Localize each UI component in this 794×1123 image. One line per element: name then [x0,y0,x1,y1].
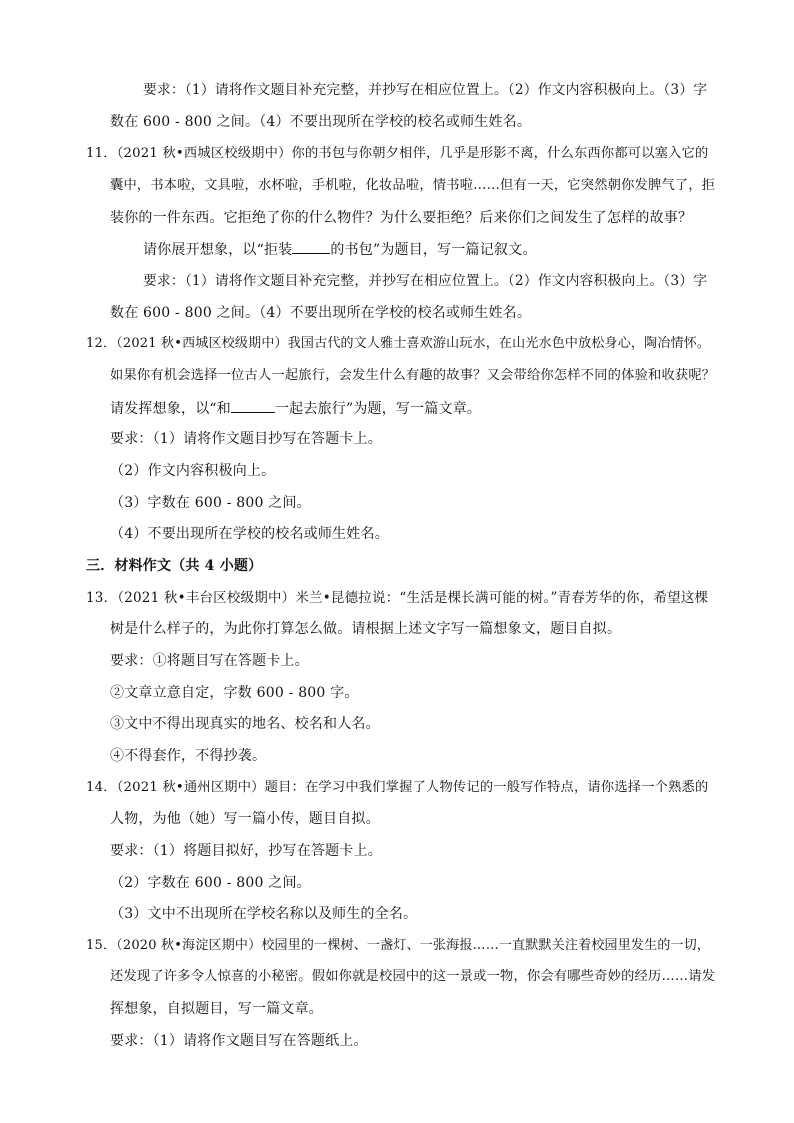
q14-text-line-1: 14．（2021 秋•通州区期中）题目：在学习中我们掌握了人物传记的一般写作特点，请你选择一个熟悉的 [86,780,709,795]
q15-requirement-1: 要求：（1）请将作文题目写在答题纸上。 [110,1033,368,1049]
q13-text-line-2: 树是什么样子的，为此你打算怎么做。请根据上述文字写一篇想象文，题目自拟。 [110,621,622,637]
q14-text-line-2: 人物，为他（她）写一篇小传，题目自拟。 [110,811,380,827]
q11-requirements-line-2: 数在 600 - 800 之间。（4）不要出现所在学校的校名或师生姓名。 [110,305,532,321]
title-blank [292,239,330,254]
q15-text-line-2: 还发现了许多令人惊喜的小秘密。假如你就是校园中的这一景或一物，你会有哪些奇妙的经历……请发 [110,969,716,984]
q13-requirement-2: ②文章立意自定，字数 600 - 800 字。 [110,685,359,701]
q13-requirement-3: ③文中不得出现真实的地名、校名和人名。 [110,716,380,732]
q11-prompt-end: 的书包”为题目，写一篇记叙文。 [330,242,537,258]
q11-requirements-line-1: 要求：（1）请将作文题目补充完整，并抄写在相应位置上。（2）作文内容积极向上。（3）字 [143,273,708,289]
q13-requirement-4: ④不得套作，不得抄袭。 [110,748,267,764]
q12-requirement-4: （4）不要出现所在学校的校名或师生姓名。 [110,526,389,542]
q11-prompt-start: 请你展开想象，以“拒装 [143,242,293,258]
q15-text-line-3: 挥想象，自拟题目，写一篇文章。 [110,1001,323,1017]
q11-text-line-1: 11．（2021 秋•西城区校级期中）你的书包与你朝夕相伴，几乎是形影不离，什么东西你都可以塞入它的 [86,146,709,161]
q12-prompt-start: 请发挥想象，以“和 [110,401,231,417]
q14-requirement-2: （2）字数在 600 - 800 之间。 [110,875,311,891]
q12-requirement-1: 要求：（1）请将作文题目抄写在答题卡上。 [110,431,382,447]
q12-prompt-end: 一起去旅行”为题，写一篇文章。 [274,401,482,417]
q13-text-line-1: 13．（2021 秋•丰台区校级期中）米兰•昆德拉说：“生活是棵长满可能的树。”青春芳华的你，希望这棵 [86,590,709,606]
q10-requirements-line-2: 数在 600 - 800 之间。（4）不要出现所在学校的校名或师生姓名。 [110,114,532,130]
q14-requirement-1: 要求：（1）将题目拟好，抄写在答题卡上。 [110,843,382,859]
q12-requirement-2: （2）作文内容积极向上。 [110,463,276,479]
q10-requirements-line-1: 要求：（1）请将作文题目补充完整，并抄写在相应位置上。（2）作文内容积极向上。（3）字 [143,82,708,98]
q14-requirement-3: （3）文中不出现所在学校名称以及师生的全名。 [110,906,418,922]
q11-text-line-3: 装你的一件东西。它拒绝了你的什么物件？为什么要拒绝？后来你们之间发生了怎样的故事？ [110,210,693,226]
q12-text-line-2: 如果你有机会选择一位古人一起旅行，会发生什么有趣的故事？又会带给你怎样不同的体验和收获呢？ [110,368,716,383]
q11-prompt [143,239,537,260]
q11-text-line-2: 囊中，书本啦，文具啦，水杯啦，手机啦，化妆品啦，情书啦……但有一天，它突然朝你发脾气了，拒 [110,178,716,193]
section-heading: 三．材料作文（共 4 小题） [86,558,263,574]
q12-text-line-1: 12．（2021 秋•西城区校级期中）我国古代的文人雅士喜欢游山玩水，在山光水色中放松身心，陶冶情怀。 [86,336,711,351]
q15-text-line-1: 15．（2020 秋•海淀区期中）校园里的一棵树、一盏灯、一张海报……一直默默关注着校园里发生的一切， [86,938,711,953]
q12-requirement-3: （3）字数在 600 - 800 之间。 [110,495,311,511]
q13-requirement-1: 要求：①将题目写在答题卡上。 [110,653,309,669]
q12-prompt [110,398,481,419]
title-blank [231,398,275,413]
